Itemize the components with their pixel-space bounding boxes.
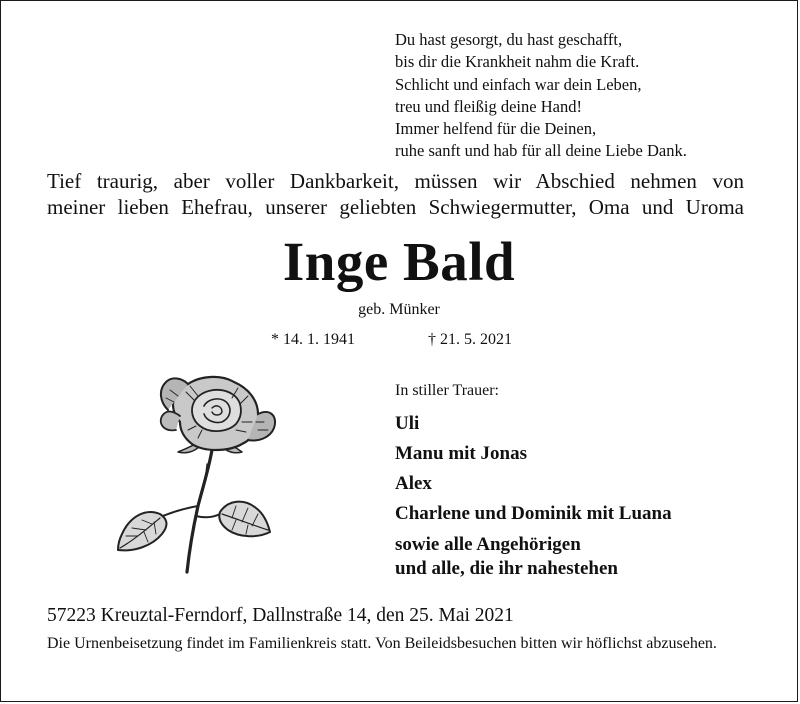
birth-date: * 14. 1. 1941 (271, 331, 355, 348)
mourner-name: Alex (395, 473, 432, 494)
mourners-closing-line: und alle, die ihr nahestehen (395, 558, 618, 579)
deceased-name: Inge Bald (282, 231, 516, 292)
poem-line: Du hast gesorgt, du hast geschafft, (395, 30, 623, 49)
intro-line: Tief traurig, aber voller Dankbarkeit, müssen wir Abschied nehmen von (47, 169, 744, 193)
death-date: † 21. 5. 2021 (428, 331, 512, 348)
mourner-name: Uli (395, 413, 420, 434)
poem-line: Schlicht und einfach war dein Leben, (395, 74, 642, 94)
intro-line: meiner lieben Ehefrau, unserer geliebten Schwiegermutter, Oma und Uroma (47, 195, 744, 219)
poem-line: ruhe sanft und hab für all deine Liebe Dank. (395, 141, 687, 161)
poem-line: Immer helfend für die Deinen, (395, 119, 597, 139)
poem (395, 29, 687, 163)
intro-text (47, 168, 744, 220)
mourner-name: Charlene und Dominik mit Luana (395, 503, 672, 524)
place-and-date: 57223 Kreuztal-Ferndorf, Dallnstraße 14, den 25. Mai 2021 (47, 605, 514, 626)
maiden-name: geb. Münker (358, 301, 440, 318)
mourners-closing-line: sowie alle Angehörigen (395, 534, 581, 555)
poem-line: treu und fleißig deine Hand! (395, 96, 582, 116)
mourners-list (395, 409, 672, 581)
mourners-label: In stiller Trauer: (395, 382, 499, 399)
rose-icon (108, 372, 300, 577)
funeral-note: Die Urnenbeisetzung findet im Familienkreis statt. Von Beileidsbesuchen bitten wir höflichst abzusehen. (47, 635, 717, 652)
poem-line: bis dir die Krankheit nahm die Kraft. (395, 52, 640, 72)
mourner-name: Manu mit Jonas (395, 443, 527, 464)
